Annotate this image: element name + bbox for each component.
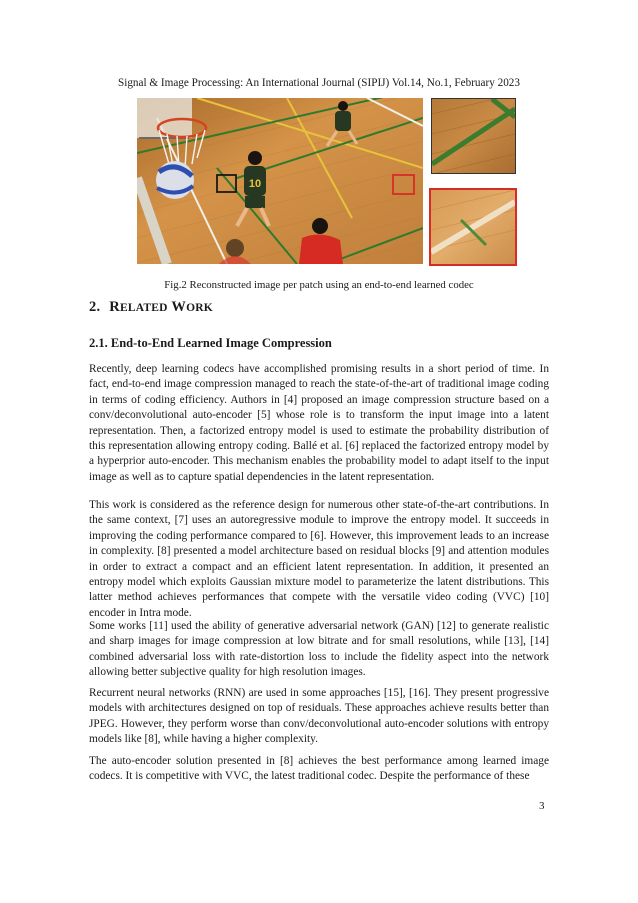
- paragraph-2: This work is considered as the reference design for numerous other state-of-the-art contributions. In the same context, [7] uses an autoregressive module to improve the entropy model. It succeeds in improving the coding performance compared to [6]. However, this improvement leads to an increase in complexity. [8] presented a model architecture based on residual blocks [9] and attention modules in order to extract a compact and an efficient latent representation. In addition, it presented an entropy model which exploits Gaussian mixture model to parameterize the latent distributions. This latter method achieves performances that compete with the versatile video coding (VVC) [10] encoder in Intra mode.: [89, 499, 549, 619]
- section-title-rest2: ORK: [186, 302, 213, 314]
- figure-caption: Fig.2 Reconstructed image per patch using an end-to-end learned codec: [164, 279, 474, 291]
- figure: [137, 98, 515, 264]
- subsection-heading: 2.1. End-to-End Learned Image Compression: [89, 336, 332, 350]
- zoom-crop-black: [431, 98, 516, 174]
- paragraph-4: Recurrent neural networks (RNN) are used in some approaches [15], [16]. They present progressive models with architectures designed on top of residuals. These approaches achieve results better than JPEG. However, they perform worse than conv/deconvolutional auto-encoder solutions with entropy models like [8], while having a higher complexity.: [89, 687, 549, 746]
- paragraph-3: Some works [11] used the ability of generative adversarial network (GAN) [12] to generate realistic and sharp images for image compression at low bitrate and for small resolutions, while [13], [14] combined adversarial loss with rate-distortion loss to include the fidelity aspect into the network allowing better subjective quality for high resolution images.: [89, 620, 549, 679]
- section-title-rest1: ELATED: [119, 302, 168, 314]
- page-number: 3: [539, 800, 545, 812]
- jersey-number: 10: [248, 178, 262, 190]
- section-title-cap2: W: [171, 299, 187, 315]
- section-heading: [89, 299, 213, 316]
- paragraph-5: The auto-encoder solution presented in [8] achieves the best performance among learned image codecs. It is competitive with VVC, the latest traditional codec. Despite the performance of these: [89, 755, 549, 783]
- zoom-crop-red: [429, 188, 517, 266]
- basketball-court-photo: [137, 98, 423, 264]
- section-number: 2.: [89, 299, 101, 315]
- paragraph-1: Recently, deep learning codecs have accomplished promising results in a short period of time. In fact, end-to-end image compression managed to reach the state-of-the-art of traditional image coding in terms of coding efficiency. Authors in [4] proposed an image compression structure based on a conv/deconvolutional auto-encoder [5] whose role is to transform the input image into a latent representation. Then, a factorized entropy model is used to estimate the probability distribution of this representation allowing entropy coding. Ballé et al. [6] replaced the factorized entropy model by a hyperprior auto-encoder. This mechanism enables the probability model to adapt itself to the input image as well as to capture spatial dependencies in the latent representation.: [89, 363, 549, 483]
- running-header: Signal & Image Processing: An International Journal (SIPIJ) Vol.14, No.1, February 2023: [118, 77, 520, 89]
- section-title-cap1: R: [109, 299, 120, 315]
